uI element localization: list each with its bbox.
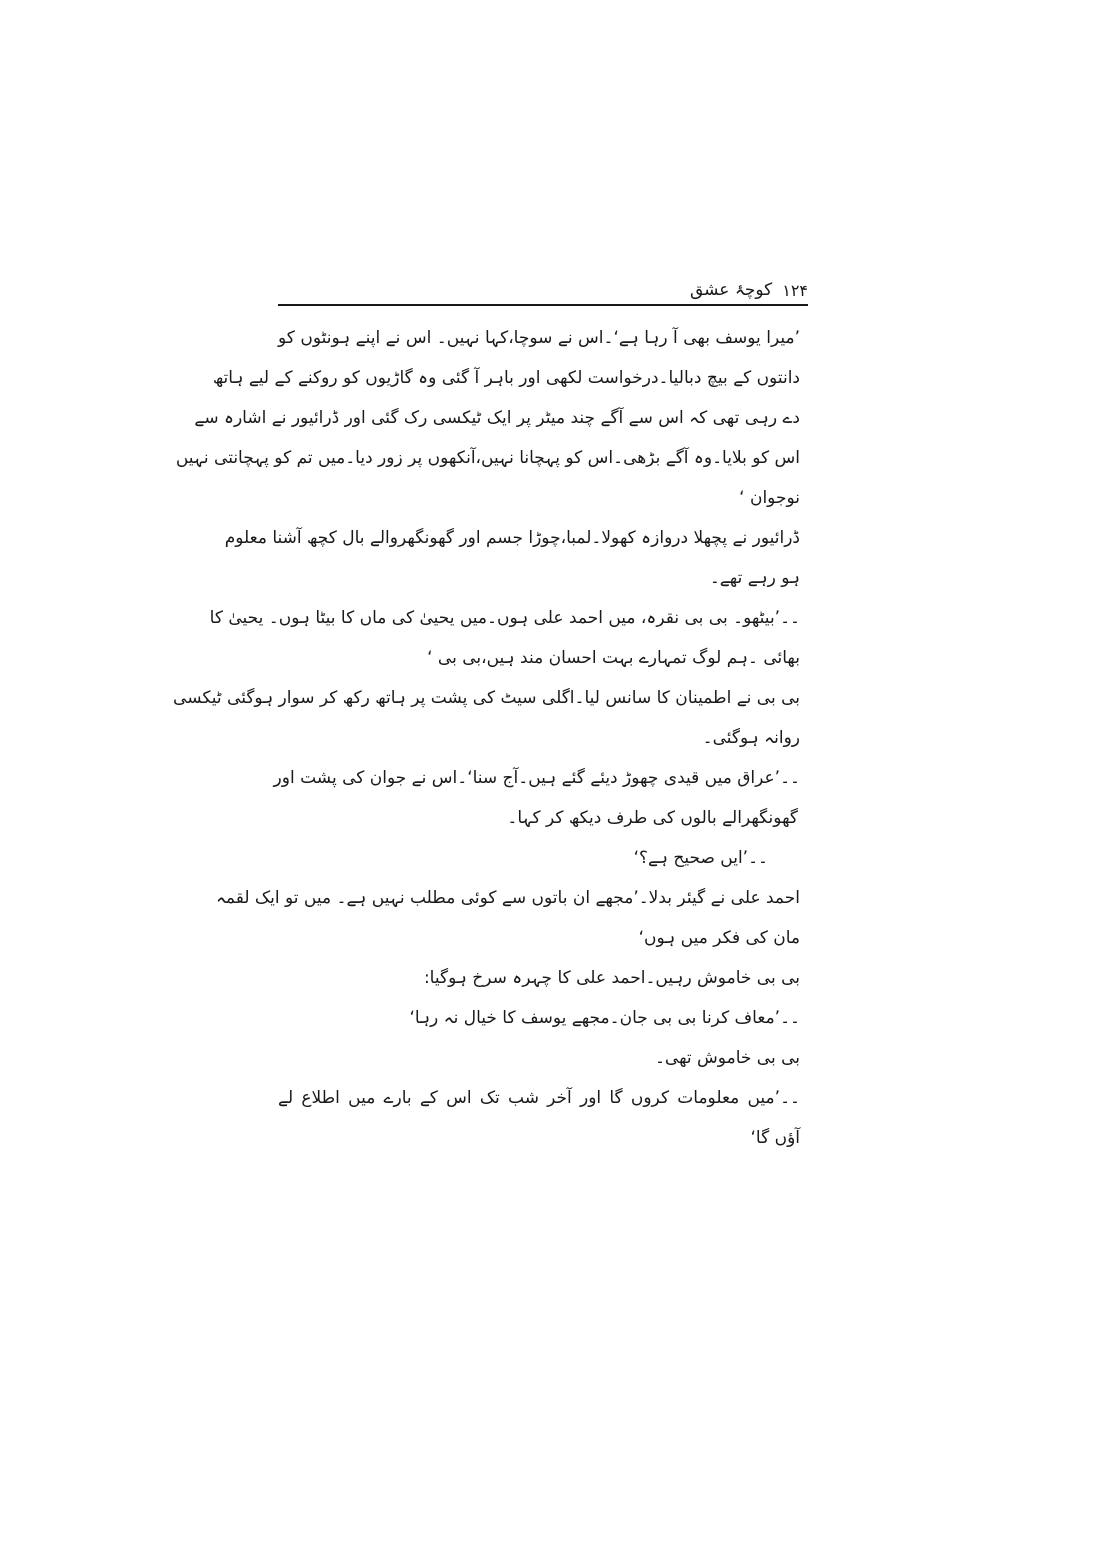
text-line: ۔۔’ایں صحیح ہے؟‘ (633, 848, 768, 868)
text-line: ۔۔’میں معلومات کروں گا اور آخر شب تک اس کے بارے میں اطلاع لے (278, 1088, 800, 1108)
text-line: بی بی خاموش تھی۔ (654, 1048, 800, 1068)
text-line: نوجوان ‘ (739, 488, 800, 508)
text-line: بھائی ۔ہم لوگ تمہارے بہت احسان مند ہیں،بی بی ‘ (427, 648, 800, 668)
text-line: ’میرا یوسف بھی آ رہا ہے‘۔اس نے سوچا،کہا نہیں۔ اس نے اپنے ہونٹوں کو (278, 328, 800, 348)
text-line: ڈرائیور نے پچھلا دروازہ کھولا۔لمبا،چوڑا جسم اور گھونگھروالے بال کچھ آشنا معلوم (224, 528, 800, 548)
text-line: روانہ ہوگئی۔ (702, 728, 800, 748)
text-line: دانتوں کے بیچ دبالیا۔درخواست لکھی اور باہر آ گئی وہ گاڑیوں کو روکنے کے لیے ہاتھ (212, 368, 800, 388)
text-line: بی بی خاموش رہیں۔احمد علی کا چہرہ سرخ ہوگیا: (423, 968, 800, 988)
text-line: ۔۔’بیٹھو۔ بی بی نقرہ، میں احمد علی ہوں۔میں یحییٰ کی ماں کا بیٹا ہوں۔ یحییٰ کا (209, 608, 800, 628)
text-line: گھونگھرالے بالوں کی طرف دیکھ کر کہا۔ (507, 808, 798, 828)
text-line: آؤں گا‘ (750, 1128, 800, 1148)
text-line: اس کو بلایا۔وہ آگے بڑھی۔اس کو پہچانا نہیں،آنکھوں پر زور دیا۔میں تم کو پہچانتی نہیں (175, 448, 800, 468)
page-header (278, 270, 808, 300)
text-line: ۔۔’معاف کرنا بی بی جان۔مجھے یوسف کا خیال نہ رہا‘ (409, 1008, 800, 1028)
text-line: دے رہی تھی کہ اس سے آگے چند میٹر پر ایک ٹیکسی رک گئی اور ڈرائیور نے اشارہ سے (194, 408, 800, 428)
body-text (173, 318, 808, 1158)
text-line: ۔۔’عراق میں قیدی چھوڑ دیئے گئے ہیں۔آج سنا‘۔اس نے جوان کی پشت اور (273, 768, 800, 788)
text-line: بی بی نے اطمینان کا سانس لیا۔اگلی سیٹ کی پشت پر ہاتھ رکھ کر سوار ہوگئی ٹیکسی (173, 688, 800, 708)
text-line: احمد علی نے گیئر بدلا۔’مجھے ان باتوں سے کوئی مطلب نہیں ہے۔ میں تو ایک لقمہ (215, 888, 800, 908)
page-number: ۱۲۴ (782, 281, 808, 300)
text-line: مان کی فکر میں ہوں‘ (638, 928, 800, 948)
book-title: کوچۂ عشق (689, 280, 773, 300)
header-divider (278, 304, 808, 306)
text-line: ہو رہے تھے۔ (709, 568, 800, 588)
